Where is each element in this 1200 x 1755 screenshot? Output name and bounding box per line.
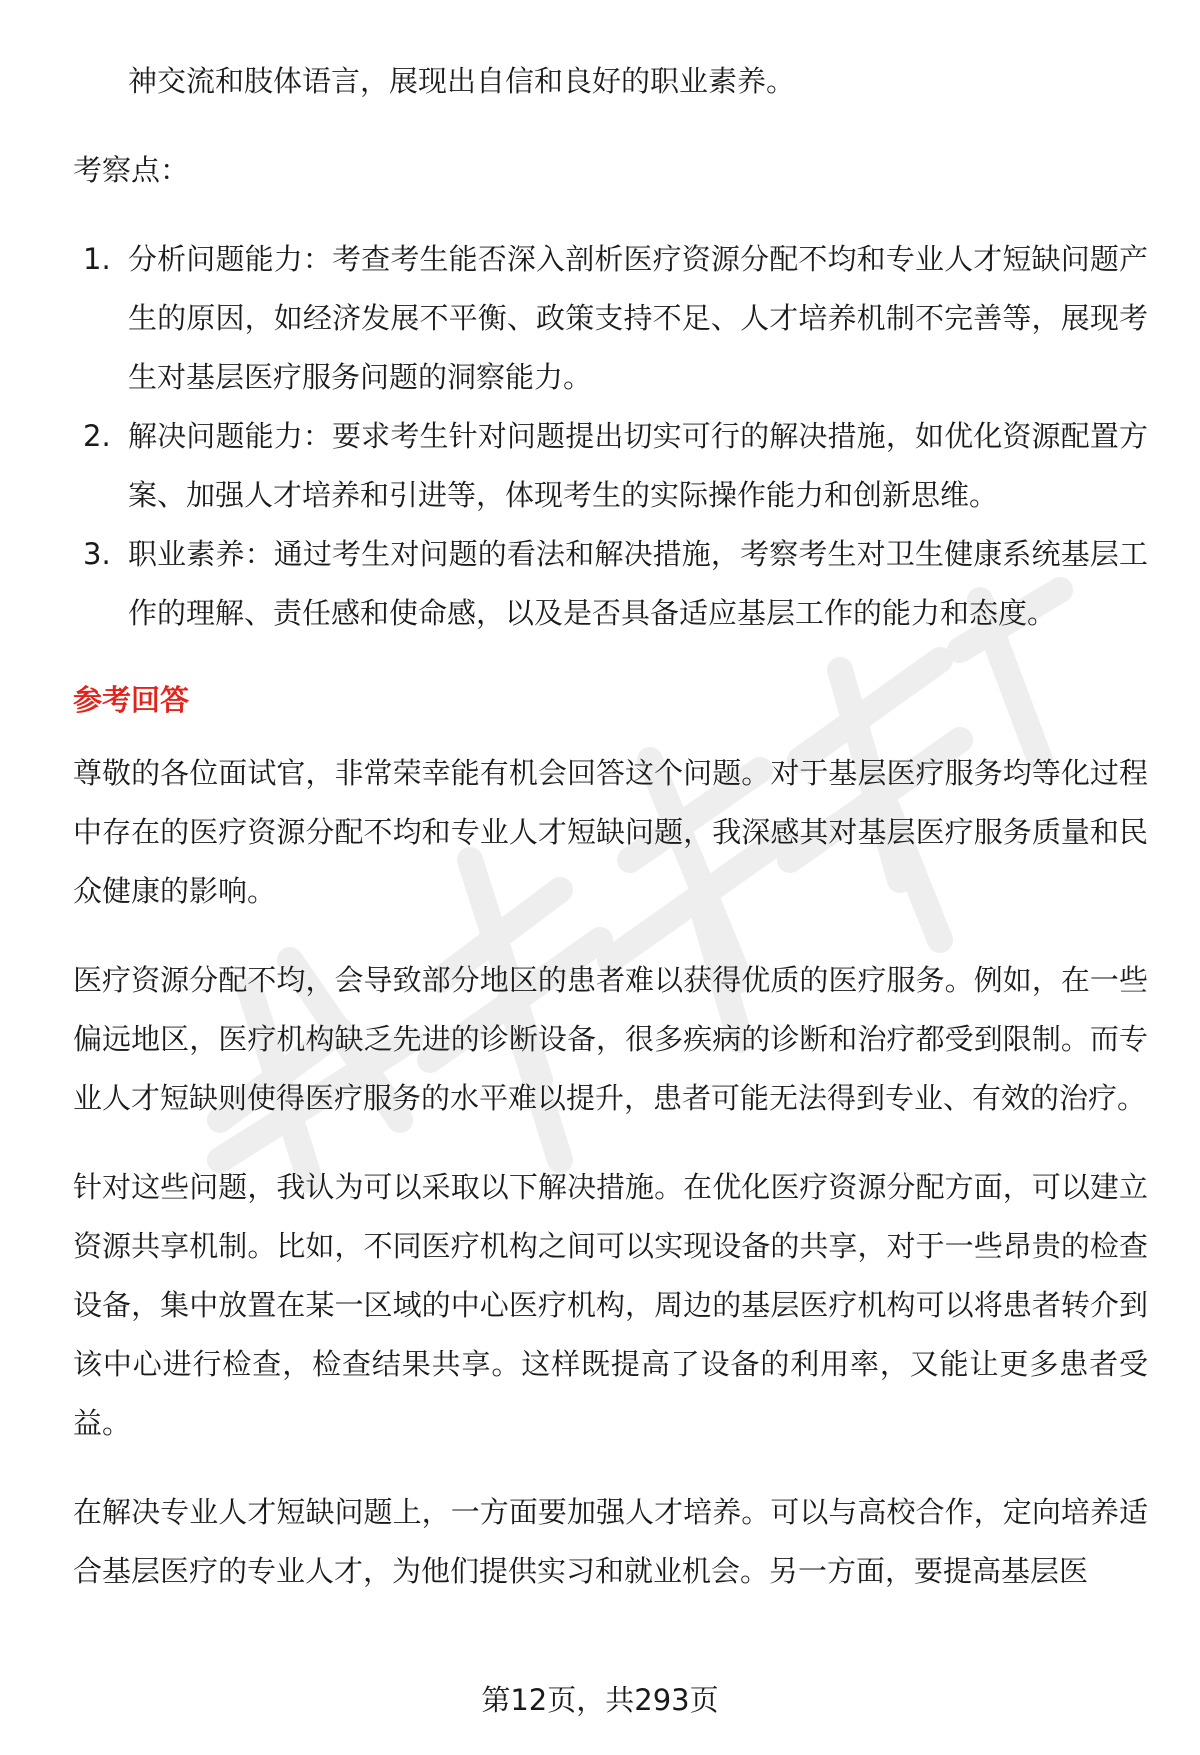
answer-section-title: 参考回答 (73, 683, 190, 717)
list-item-text: 职业素养：通过考生对问题的看法和解决措施，考察考生对卫生健康系统基层工作的理解、责任感和使命感，以及是否具备适应基层工作的能力和态度。 (128, 537, 1148, 630)
answer-paragraph: 医疗资源分配不均，会导致部分地区的患者难以获得优质的医疗服务。例如，在一些偏远地区，医疗机构缺乏先进的诊断设备，很多疾病的诊断和治疗都受到限制。而专业人才短缺则使得医疗服务的水平难以提升，患者可能无法得到专业、有效的治疗。 (73, 963, 1148, 1115)
list-item-number: 1. (83, 242, 111, 276)
intro-tail-text: 神交流和肢体语言，展现出自信和良好的职业素养。 (128, 64, 796, 98)
page-number-footer: 第12页，共293页 (481, 1683, 719, 1717)
answer-paragraph: 尊敬的各位面试官，非常荣幸能有机会回答这个问题。对于基层医疗服务均等化过程中存在的医疗资源分配不均和专业人才短缺问题，我深感其对基层医疗服务质量和民众健康的影响。 (73, 756, 1148, 908)
list-item (73, 230, 1148, 407)
document-body (73, 52, 1148, 1601)
list-item-number: 2. (83, 419, 111, 453)
answer-paragraph: 针对这些问题，我认为可以采取以下解决措施。在优化医疗资源分配方面，可以建立资源共享机制。比如，不同医疗机构之间可以实现设备的共享，对于一些昂贵的检查设备，集中放置在某一区域的中心医疗机构，周边的基层医疗机构可以将患者转介到该中心进行检查，检查结果共享。这样既提高了设备的利用率，又能让更多患者受益。 (73, 1170, 1148, 1440)
points-list (73, 230, 1148, 643)
list-item (73, 407, 1148, 525)
list-item-text: 解决问题能力：要求考生针对问题提出切实可行的解决措施，如优化资源配置方案、加强人才培养和引进等，体现考生的实际操作能力和创新思维。 (128, 419, 1148, 512)
list-item (73, 525, 1148, 643)
list-item-number: 3. (83, 537, 111, 571)
answer-paragraph: 在解决专业人才短缺问题上，一方面要加强人才培养。可以与高校合作，定向培养适合基层医疗的专业人才，为他们提供实习和就业机会。另一方面，要提高基层医 (73, 1495, 1148, 1588)
list-item-text: 分析问题能力：考查考生能否深入剖析医疗资源分配不均和专业人才短缺问题产生的原因，如经济发展不平衡、政策支持不足、人才培养机制不完善等，展现考生对基层医疗服务问题的洞察能力。 (128, 242, 1148, 394)
points-label: 考察点： (73, 153, 190, 187)
